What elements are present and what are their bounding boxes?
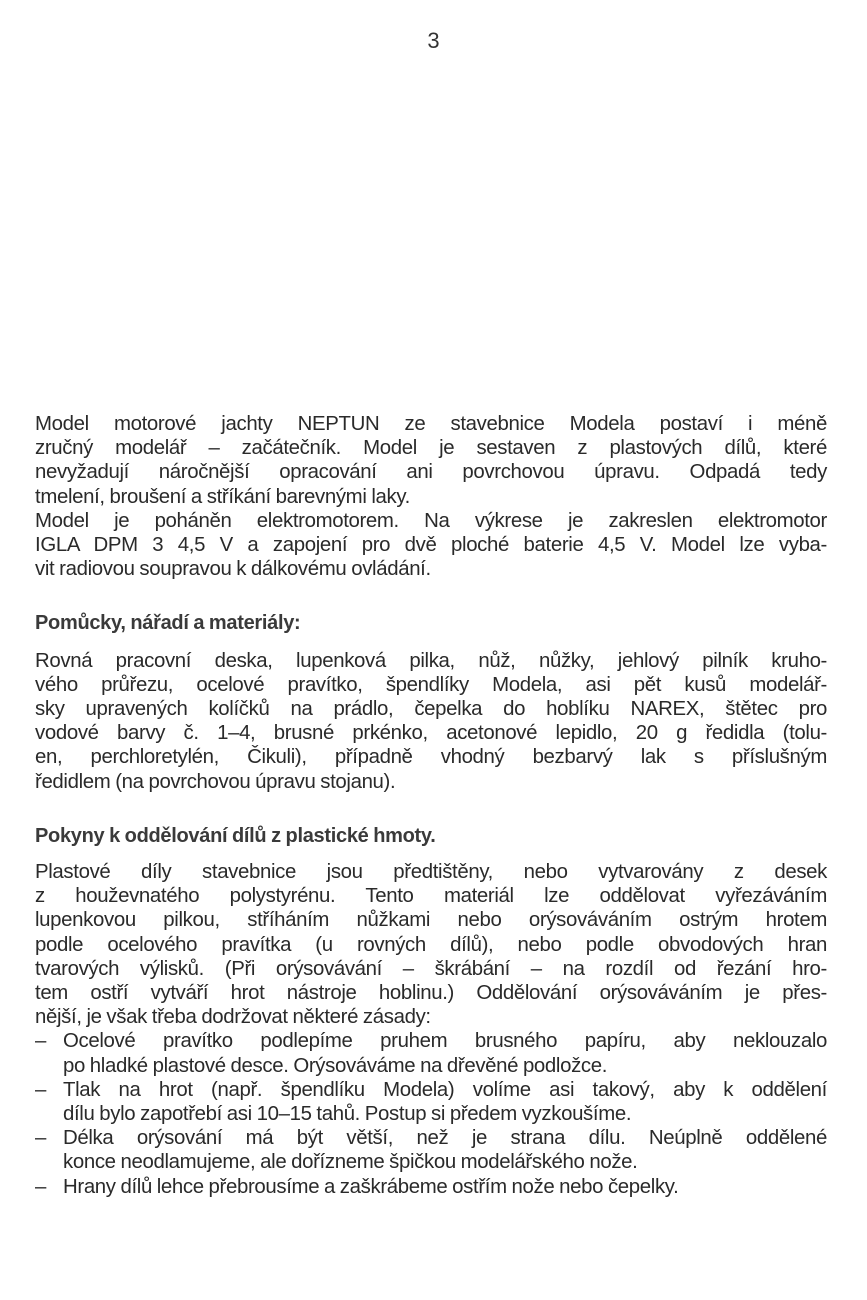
text-line: tvarových výlisků. (Při orýsovávání – škrábání – na rozdíl od řezání hro- [35,957,827,980]
text-line: po hladké plastové desce. Orýsováváme na dřevěné podložce. [63,1054,608,1077]
text-line: podle ocelového pravítka (u rovných dílů), nebo podle obvodových hran [35,933,827,956]
text-line: zručný modelář – začátečník. Model je sestaven z plastových dílů, které [35,437,827,460]
text-line: Ocelové pravítko podlepíme pruhem brusného papíru, aby neklouzalo [63,1030,827,1053]
text-line: Délka orýsování má být větší, než je strana dílu. Neúplně oddělené [63,1127,827,1150]
text-line: tem ostří vytváří hrot nástroje hoblinu.) Oddělování orýsováváním je přes- [35,982,827,1005]
text-line: sky upravených kolíčků na prádlo, čepelka do hoblíku NAREX, štětec pro [35,698,827,721]
section-heading-separation: Pokyny k oddělování dílů z plastické hmoty. [35,824,436,847]
section-heading-tools: Pomůcky, nářadí a materiály: [35,612,301,635]
text-line: nější, je však třeba dodržovat některé zásady: [35,1006,431,1029]
separation-paragraph [35,860,827,1029]
text-line: z houževnatého polystyrénu. Tento materiál lze oddělovat vyřezáváním [35,885,827,908]
text-line: Hrany dílů lehce přebrousíme a zaškrábeme ostřím nože nebo čepelky. [63,1175,679,1198]
text-line: vého průřezu, ocelové pravítko, špendlíky Modela, asi pět kusů modelář- [35,673,827,696]
text-line: vit radiovou soupravou k dálkovému ovládání. [35,558,431,581]
text-line: tmelení, broušení a stříkání barevnými laky. [35,485,410,508]
text-line: Model motorové jachty NEPTUN ze stavebnice Modela postaví i méně [35,413,827,435]
text-line: vodové barvy č. 1–4, brusné prkénko, acetonové lepidlo, 20 g ředidla (tolu- [35,722,827,745]
dash-bullet-icon: – [35,1175,46,1198]
text-line: dílu bylo zapotřebí asi 10–15 tahů. Postup si předem vyzkoušíme. [63,1103,632,1126]
dash-bullet-icon: – [35,1078,46,1101]
bullet-item [35,1175,827,1199]
text-line: en, perchloretylén, Čikuli), případně vhodný bezbarvý lak s příslušným [35,746,827,769]
bullet-item [35,1078,827,1126]
bullet-item [35,1029,827,1077]
text-line: IGLA DPM 3 4,5 V a zapojení pro dvě ploché baterie 4,5 V. Model lze vyba- [35,534,827,557]
text-line: Plastové díly stavebnice jsou předtištěny, nebo vytvarovány z desek [35,861,827,884]
text-line: nevyžadují náročnější opracování ani povrchovou úpravu. Odpadá tedy [35,461,827,484]
dash-bullet-icon: – [35,1030,46,1053]
dash-bullet-icon: – [35,1127,46,1150]
text-line: Rovná pracovní deska, lupenková pilka, nůž, nůžky, jehlový pilník kruho- [35,649,827,672]
text-line: lupenkovou pilkou, stříháním nůžkami nebo orýsováváním ostrým hrotem [35,909,827,932]
bullet-item [35,1126,827,1174]
document-body [35,412,827,1199]
tools-paragraph [35,649,827,794]
text-line: Model je poháněn elektromotorem. Na výkrese je zakreslen elektromotor [35,509,827,532]
text-line: ředidlem (na povrchovou úpravu stojanu). [35,770,396,793]
text-line: konce neodlamujeme, ale dořízneme špičkou modelářského nože. [63,1151,638,1174]
page-number: 3 [427,28,440,53]
intro-paragraph [35,412,827,581]
text-line: Tlak na hrot (např. špendlíku Modela) volíme asi takový, aby k oddělení [63,1078,827,1101]
